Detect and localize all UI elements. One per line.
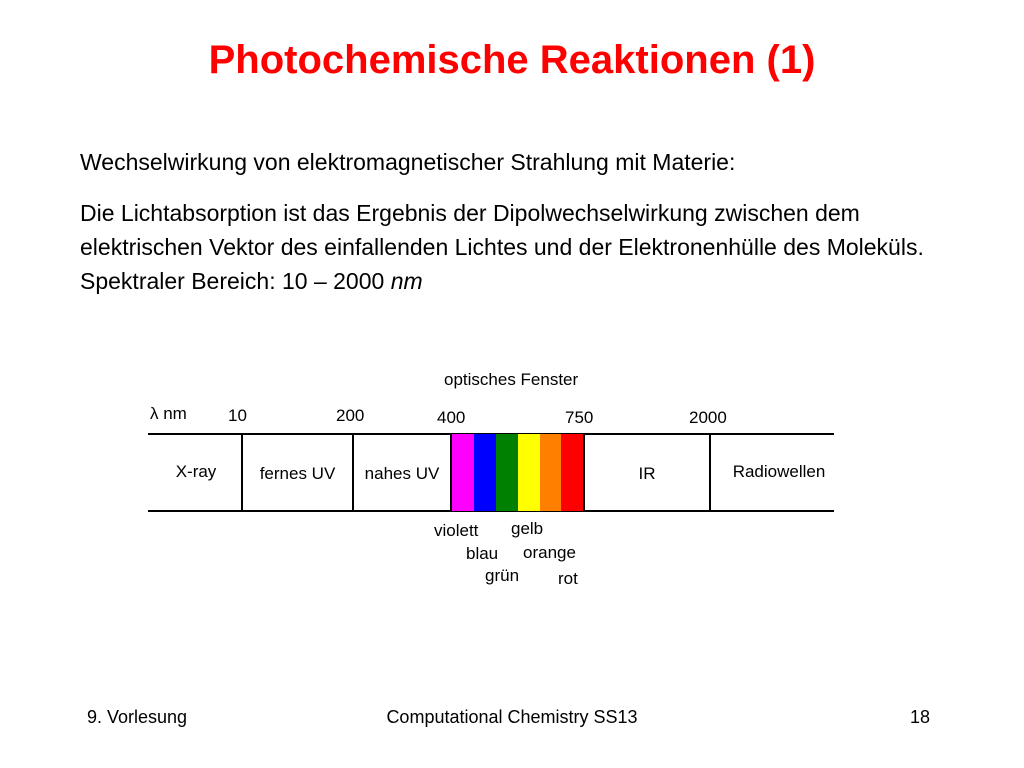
region-xray: X-ray bbox=[175, 462, 217, 481]
optical-window-label: optisches Fenster bbox=[444, 370, 579, 389]
tick-2000: 2000 bbox=[689, 408, 727, 427]
color-label-orange: orange bbox=[523, 543, 576, 562]
footer-course: Computational Chemistry SS13 bbox=[386, 707, 638, 727]
divider-2000 bbox=[709, 433, 711, 512]
footer-page-number: 18 bbox=[910, 707, 931, 727]
region-nahes-uv: nahes UV bbox=[364, 464, 440, 483]
color-label-gruen: grün bbox=[485, 566, 520, 585]
tick-400: 400 bbox=[437, 408, 466, 427]
band-gelb bbox=[518, 434, 540, 511]
color-label-violett: violett bbox=[434, 521, 479, 540]
body-text bbox=[80, 196, 960, 298]
region-fernes-uv: fernes UV bbox=[259, 464, 336, 483]
slide-title: Photochemische Reaktionen (1) bbox=[208, 38, 816, 82]
tick-750: 750 bbox=[565, 408, 594, 427]
band-gruen bbox=[496, 434, 518, 511]
color-label-blau: blau bbox=[466, 544, 499, 563]
wavelength-axis-label: λ nm bbox=[150, 404, 187, 423]
region-ir: IR bbox=[638, 464, 656, 483]
tick-10: 10 bbox=[228, 406, 247, 425]
footer-lecture: 9. Vorlesung bbox=[87, 707, 188, 727]
color-label-gelb: gelb bbox=[511, 519, 544, 538]
band-violett bbox=[452, 434, 474, 511]
body-text-main: Die Lichtabsorption ist das Ergebnis der Dipolwechselwirkung zwischen dem elektrischen Vektor des einfallenden Lichtes und der Elektronenhülle des Moleküls. Spektraler Bereich: 10 – 2000 bbox=[80, 200, 924, 294]
body-text-unit: nm bbox=[390, 268, 423, 294]
band-orange bbox=[540, 434, 561, 511]
band-rot bbox=[561, 434, 583, 511]
tick-200: 200 bbox=[336, 406, 365, 425]
color-label-rot: rot bbox=[558, 569, 578, 588]
region-radiowellen: Radiowellen bbox=[732, 462, 826, 481]
band-blau bbox=[474, 434, 496, 511]
intro-text: Wechselwirkung von elektromagnetischer Strahlung mit Materie: bbox=[80, 149, 736, 175]
